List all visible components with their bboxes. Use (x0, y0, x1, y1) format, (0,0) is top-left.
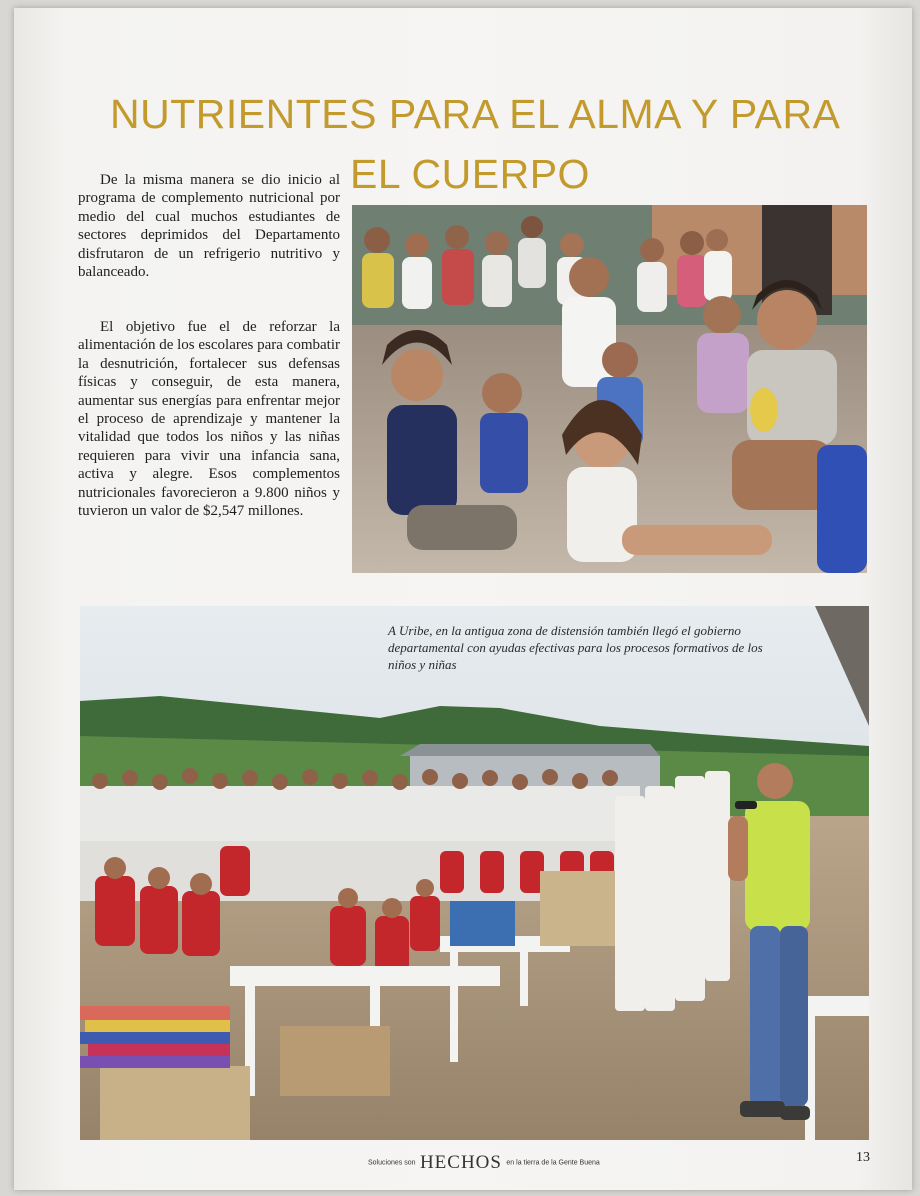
footer-suffix: en la tierra de la Gente Buena (506, 1159, 600, 1167)
footer-tagline (368, 1152, 600, 1174)
photo-children-eating (352, 205, 867, 573)
article-title-line-2: EL CUERPO (350, 151, 590, 197)
article-title-line-1: NUTRIENTES PARA EL ALMA Y PARA (110, 91, 841, 137)
photo-caption: A Uribe, en la antigua zona de distensión también llegó el gobierno departamental con ayudas efectivas para los procesos formativos de los niños y niñas (388, 623, 763, 672)
photo-school-event-uribe (80, 606, 869, 1140)
body-paragraph-1: De la misma manera se dio inicio al programa de complemento nutricional por medio del cual muchos estudiantes de sectores deprimidos del Departamento disfrutaron de un refrigerio nutritivo y balanceado. (78, 172, 340, 281)
children-photo-illustration (352, 205, 867, 573)
body-paragraph-2: El objetivo fue el de reforzar la alimentación de los escolares para combatir la desnutrición, fortalecer sus defensas físicas y conseguir, de esta manera, aumentar sus energías para enfrentar mejor el proceso de aprendizaje y mantener la vitalidad que todos los niños y las niñas requieren para vivir una infancia sana, activa y alegre. Esos complementos nutricionales favorecieron a 9.800 niños y tuvieron un valor de $2,547 millones. (78, 319, 340, 520)
page-number: 13 (856, 1150, 870, 1165)
magazine-page (14, 8, 912, 1190)
event-photo-illustration (80, 606, 869, 1140)
footer-prefix: Soluciones son (368, 1159, 416, 1167)
footer-brand: HECHOS (419, 1152, 502, 1173)
